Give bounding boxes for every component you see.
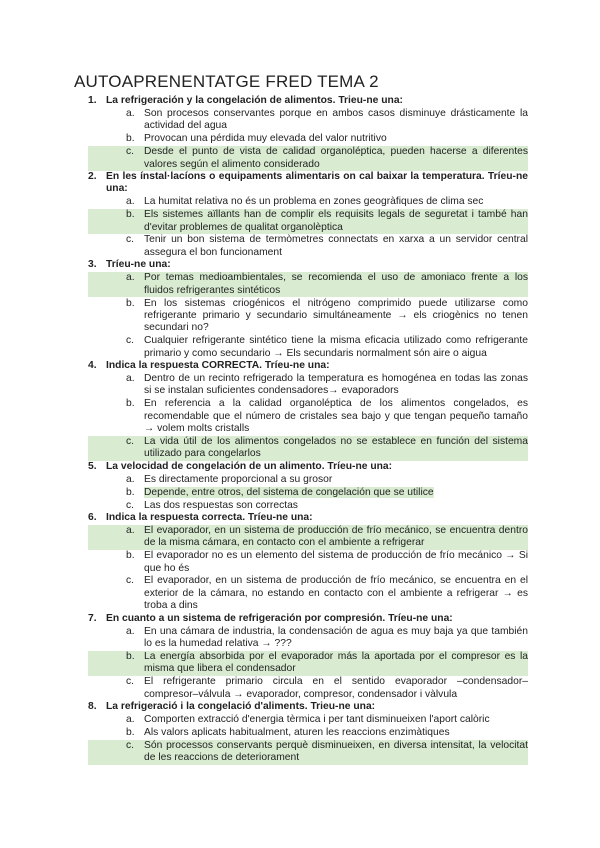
option-b (88, 550, 528, 575)
question-number: 8. (88, 701, 97, 712)
option-c-highlighted (88, 436, 528, 461)
option-a (88, 196, 528, 208)
option-text: Por temas medioambientales, se recomienda el uso de amoniaco frente a los fluidos refrigerantes sintéticos (144, 272, 528, 296)
option-text: Tenir un bon sistema de termòmetres connectats en xarxa a un servidor central assegura el bon funcionament (144, 234, 528, 258)
option-text: Depende, entre otros, del sistema de congelación que se utilice (144, 486, 434, 498)
option-b (88, 133, 528, 145)
option-letter: a. (126, 372, 135, 384)
option-text: El refrigerante primario circula en el sentido evaporador –condensador– compresor–válvula → evaporador, compresor, condensador i vàlvula (144, 676, 528, 700)
option-c (88, 575, 528, 612)
question-8 (88, 701, 528, 765)
option-letter: c. (126, 146, 135, 158)
option-list (88, 196, 528, 259)
option-c (88, 335, 528, 360)
option-text: Els sistemes aïllants han de complir els requisits legals de seguretat i també han d'evitar problemes de qualitat organolèptica (144, 209, 528, 233)
question-number: 6. (88, 511, 97, 523)
option-letter: b. (126, 297, 135, 309)
question-heading (88, 701, 528, 713)
question-3 (88, 259, 528, 360)
option-letter: c. (126, 739, 135, 751)
question-7 (88, 613, 528, 701)
option-a (88, 714, 528, 726)
option-list (88, 525, 528, 613)
option-a-highlighted (88, 272, 528, 297)
option-b-highlighted (88, 209, 528, 234)
option-letter: c. (126, 499, 135, 511)
option-list (88, 272, 528, 360)
document-title: AUTOAPRENENTATGE FRED TEMA 2 (74, 72, 379, 91)
option-text: Als valors aplicats habitualment, aturen les reaccions enzimàtiques (144, 726, 450, 738)
question-list (88, 95, 528, 765)
option-letter: b. (126, 550, 135, 562)
option-letter: a. (126, 524, 135, 536)
option-letter: c. (126, 676, 135, 688)
option-text: La humitat relativa no és un problema en zones geogràfiques de clima sec (144, 196, 484, 208)
question-text: La refrigeració i la congelació d'aliments. Trieu-ne una: (106, 701, 376, 712)
question-text: En cuanto a un sistema de refrigeración por compresión. Tríeu-ne una: (106, 612, 453, 624)
question-heading (88, 171, 528, 196)
option-text: En una cámara de industria, la condensación de agua es muy baja ya que también lo es la humedad relativa → ??? (144, 625, 528, 649)
option-letter: a. (126, 272, 135, 284)
option-text: Comporten extracció d'energia tèrmica i per tant disminueixen l'aport calòric (144, 713, 490, 725)
option-letter: b. (126, 650, 135, 662)
question-heading (88, 259, 528, 271)
question-number: 2. (88, 170, 97, 182)
option-text: Desde el punto de vista de calidad organoléptica, pueden hacerse a diferentes valores según el alimento considerado (144, 146, 528, 170)
option-letter: c. (126, 335, 135, 347)
option-text: El evaporador, en un sistema de producción de frío mecánico, se encuentra dentro de la misma cámara, en contacto con el ambiente a refrigerar (144, 524, 528, 549)
question-text: Tríeu-ne una: (106, 259, 171, 271)
option-text: El evaporador, en un sistema de producción de frío mecánico, se encuentra en el exterior de la cámara, no estando en contacto con el ambiente a refrigerar → es troba a dins (144, 575, 528, 612)
option-letter: a. (126, 713, 135, 725)
option-b (88, 398, 528, 435)
option-list (88, 714, 528, 765)
option-text: Són processos conservants perquè disminueixen, en diversa intensitat, la velocitat de les reaccions de deteriorament (144, 739, 528, 764)
option-a-highlighted (88, 525, 528, 550)
question-number: 3. (88, 259, 97, 271)
question-text: Indica la respuesta CORRECTA. Tríeu-ne una: (106, 360, 330, 372)
option-a (88, 626, 528, 651)
option-text: La vida útil de los alimentos congelados no se establece en función del sistema utilizado para congelarlos (144, 435, 528, 460)
option-letter: a. (126, 196, 135, 208)
option-text: Dentro de un recinto refrigerado la temperatura es homogénea en todas las zonas si se instalan suficientes condensadores→ evaporadors (144, 372, 528, 397)
option-c (88, 234, 528, 259)
option-letter: b. (126, 726, 135, 738)
option-list (88, 373, 528, 461)
question-number: 4. (88, 360, 97, 372)
option-b-highlighted (88, 651, 528, 676)
question-number: 7. (88, 612, 97, 624)
option-letter: a. (126, 625, 135, 637)
option-letter: c. (126, 575, 135, 587)
question-text: En les ínstal·lacíons o equipaments alimentaris on cal baixar la temperatura. Tríeu-ne una: (106, 170, 528, 195)
question-heading (88, 613, 528, 625)
option-list (88, 626, 528, 701)
option-a (88, 474, 528, 486)
option-text: En referencia a la calidad organoléptica de los alimentos congelados, es recomendable que el número de cristales sea bajo y que tengan pequeño tamaño → volem molts cristalls (144, 398, 528, 435)
question-heading (88, 512, 528, 524)
option-c-highlighted (88, 146, 528, 171)
option-text: El evaporador no es un elemento del sistema de producción de frío mecánico → Si que ho és (144, 550, 528, 574)
option-c (88, 500, 528, 512)
option-a (88, 373, 528, 398)
option-letter: c. (126, 435, 135, 447)
option-letter: b. (126, 209, 135, 221)
option-text: Provocan una pérdida muy elevada del valor nutritivo (144, 133, 387, 145)
option-letter: b. (126, 398, 135, 410)
option-a (88, 108, 528, 133)
option-letter: c. (126, 234, 135, 246)
option-list (88, 474, 528, 512)
option-c-highlighted (88, 740, 528, 765)
option-text: Son procesos conservantes porque en ambos casos disminuye drásticamente la actividad del agua (144, 107, 528, 132)
option-c (88, 676, 528, 701)
option-b-highlighted (88, 487, 528, 499)
question-heading (88, 360, 528, 372)
question-number: 5. (88, 460, 97, 472)
option-list (88, 108, 528, 171)
option-text: En los sistemas criogénicos el nitrógeno comprimido puede utilizarse como refrigerante primario y secundario simultáneamente → els criogènics no tenen secundari no? (144, 297, 528, 334)
option-text: Es directamente proporcional a su grosor (144, 473, 333, 485)
option-letter: a. (126, 473, 135, 485)
option-text: Las dos respuestas son correctas (144, 499, 298, 511)
option-text: La energía absorbida por el evaporador más la aportada por el compresor es la misma que libera el condensador (144, 650, 528, 675)
option-b (88, 298, 528, 335)
option-letter: a. (126, 107, 135, 119)
question-2 (88, 171, 528, 259)
question-6 (88, 512, 528, 613)
question-heading (88, 461, 528, 473)
option-letter: b. (126, 133, 135, 145)
question-5 (88, 461, 528, 512)
question-text: Indica la respuesta correcta. Tríeu-ne una: (106, 511, 313, 523)
question-4 (88, 360, 528, 461)
question-text: La refrigeración y la congelación de alimentos. Trieu-ne una: (106, 95, 403, 106)
question-number: 1. (88, 95, 97, 106)
question-1 (88, 95, 528, 171)
option-text: Cualquier refrigerante sintético tiene la misma eficacia utilizado como refrigerante primario y como secundario → Els secundaris normalment són aire o aigua (144, 335, 528, 359)
question-heading (88, 95, 528, 107)
option-letter: b. (126, 486, 135, 498)
question-text: La velocidad de congelación de un alimento. Tríeu-ne una: (106, 460, 393, 472)
option-b (88, 727, 528, 739)
